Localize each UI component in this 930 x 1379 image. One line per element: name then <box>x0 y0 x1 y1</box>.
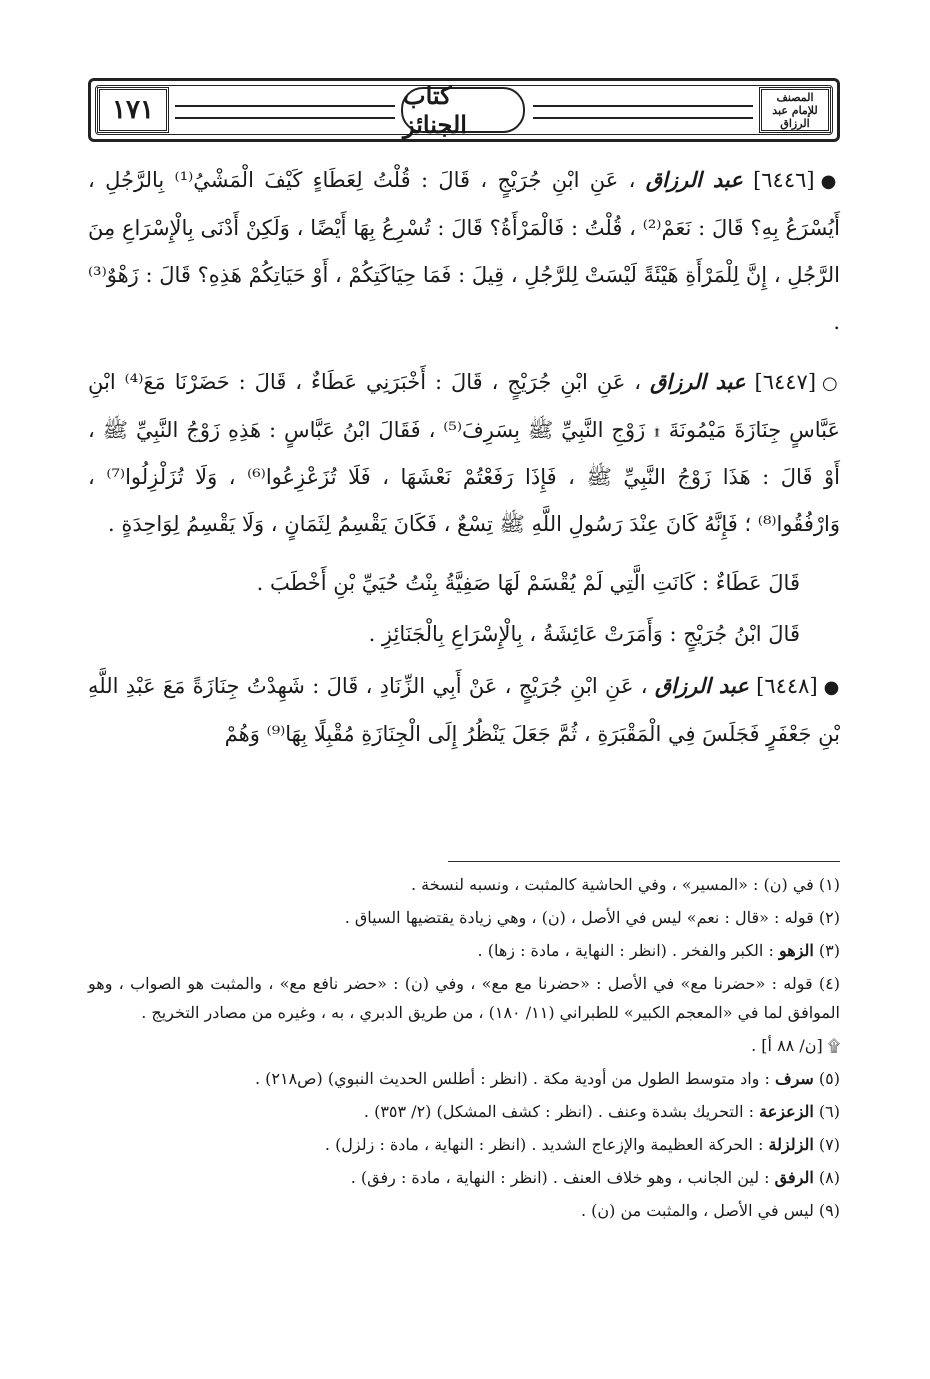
footnote-divider <box>448 861 840 862</box>
footnote-text: : الحركة العظيمة والإزعاج الشديد . (انظر : النهاية ، مادة : زلزل) . <box>324 1135 764 1154</box>
footnote-term: الزهو <box>778 941 814 960</box>
footnote-9 <box>88 1196 840 1225</box>
footnote-text: : لين الجانب ، وهو خلاف العنف . (انظر : النهاية ، مادة : رفق) . <box>350 1168 770 1187</box>
book-logo-box <box>759 87 831 133</box>
footnote-2 <box>88 903 840 932</box>
footnote-text: ليس في الأصل ، والمثبت من (ن) . <box>580 1201 814 1220</box>
hadith-text: ، عَنِ ابْنِ جُرَيْجٍ ، قَالَ : قُلْتُ لِعَطَاءٍ كَيْفَ الْمَشْيُ⁽¹⁾ بِالرَّجُلِ ، أَيُسْرَعُ بِهِ؟ قَالَ : نَعَمْ⁽²⁾ ، قُلْتُ : فَالْمَرْأَةُ؟ قَالَ : تُسْرِعُ بِهَا أَيْضًا ، وَلَكِنْ أَدْنَى بِالْإِسْرَاعِ مِنَ الرَّجُلِ ، إِنَّ لِلْمَرْأَةِ هَيْئَةً لَيْسَتْ لِلرَّجُلِ ، قِيلَ : فَمَا حِيَاكَتِكُمْ ، أَوْ حَيَاتِكُمْ هَذِهِ؟ قَالَ : زَهْوٌ⁽³⁾ . <box>88 168 840 334</box>
footnote-text: : التحريك بشدة وعنف . (انظر : كشف المشكل) (٢/ ٣٥٣) . <box>363 1102 755 1121</box>
chapter-title: كتاب الجنائز <box>403 81 467 139</box>
footnote-text: في (ن) : «المسير» ، وفي الحاشية كالمثبت ، ونسبه لنسخة . <box>410 875 814 894</box>
footnotes <box>88 870 840 1229</box>
hadith-6447 <box>88 358 840 548</box>
hadith-text: ، عَنِ ابْنِ جُرَيْجٍ ، عَنْ أَبِي الزِّنَادِ ، قَالَ : شَهِدْتُ جِنَازَةً مَعَ عَبْدِ اللَّهِ بْنِ جَعْفَرٍ فَجَلَسَ فِي الْمَقْبَرَةِ ، ثُمَّ جَعَلَ يَنْظُرُ إِلَى الْجِنَازَةِ مُقْبِلًا بِهَا⁽⁹⁾ وَهُمْ <box>88 674 840 746</box>
footnote-number: (٩) <box>818 1201 840 1220</box>
footnote-4 <box>88 969 840 1027</box>
manuscript-symbol: ۩ <box>827 1036 840 1055</box>
header-ornament-left <box>175 105 395 119</box>
footnote-5 <box>88 1064 840 1093</box>
footnote-text: : الكبر والفخر . (انظر : النهاية ، مادة : زها) . <box>477 941 774 960</box>
footnote-1 <box>88 870 840 899</box>
page-header <box>88 78 840 142</box>
book-logo: المصنف للإمام عبد الرزاق <box>772 90 818 130</box>
ata-statement: قَالَ عَطَاءٌ : كَانَتِ الَّتِي لَمْ يُقْسَمْ لَهَا صَفِيَّةُ بِنْتُ حُيَيِّ بْنِ أَخْطَبَ . <box>256 571 800 595</box>
footnote-number: (٦) <box>818 1102 840 1121</box>
footnote-number: (٥) <box>818 1069 840 1088</box>
footnote-text: قوله : «قال : نعم» ليس في الأصل ، (ن) ، وهي زيادة يقتضيها السياق . <box>344 908 814 927</box>
footnote-text: [ن/ ٨٨ أ] . <box>751 1036 823 1055</box>
footnote-3 <box>88 936 840 965</box>
hadith-text: ، عَنِ ابْنِ جُرَيْجٍ ، قَالَ : أَخْبَرَنِي عَطَاءٌ ، قَالَ : حَضَرْنَا مَعَ⁽⁴⁾ ابْنِ عَبَّاسٍ جِنَازَةَ مَيْمُونَةَ ۩ زَوْجِ النَّبِيِّ ﷺ بِسَرِفَ⁽⁵⁾ ، فَقَالَ ابْنُ عَبَّاسٍ : هَذِهِ زَوْجُ النَّبِيِّ ﷺ ، أَوْ قَالَ : هَذَا زَوْجُ النَّبِيِّ ﷺ ، فَإِذَا رَفَعْتُمْ نَعْشَهَا ، فَلَا تُزَعْزِعُوا⁽⁶⁾ ، وَلَا تُزَلْزِلُوا⁽⁷⁾ ، وَارْفُقُوا⁽⁸⁾ ؛ فَإِنَّهُ كَانَ عِنْدَ رَسُولِ اللَّهِ ﷺ تِسْعٌ ، فَكَانَ يَقْسِمُ لِثَمَانٍ ، وَلَا يَقْسِمُ لِوَاحِدَةٍ . <box>88 370 840 536</box>
hadith-number: [٦٤٤٨] <box>756 674 818 698</box>
hadith-6448 <box>88 662 840 758</box>
hadith-marker-filled: ● <box>820 171 840 192</box>
narrator-name: عبد الرزاق <box>654 673 749 698</box>
footnote-6 <box>88 1097 840 1126</box>
footnote-term: سرف <box>774 1069 814 1088</box>
footnote-number: (٢) <box>818 908 840 927</box>
footnote-number: (٨) <box>818 1168 840 1187</box>
footnote-text: : واد متوسط الطول من أودية مكة . (انظر : أطلس الحديث النبوي) (ص٢١٨) . <box>254 1069 770 1088</box>
footnote-number: (٣) <box>818 941 840 960</box>
footnote-number: (٧) <box>818 1135 840 1154</box>
page-number-box <box>97 87 169 133</box>
hadith-marker-filled: ● <box>823 677 840 698</box>
hadith-6446 <box>88 156 840 346</box>
narrator-name: عبد الرزاق <box>645 167 743 192</box>
chapter-title-box <box>401 81 525 139</box>
footnote-8 <box>88 1163 840 1192</box>
footnote-7 <box>88 1130 840 1159</box>
footnote-manuscript-ref <box>88 1031 840 1060</box>
hadith-marker-hollow: ○ <box>822 373 840 394</box>
footnote-term: الرفق <box>774 1168 814 1187</box>
ibn-jurayj-statement: قَالَ ابْنُ جُرَيْجٍ : وَأَمَرَتْ عَائِشَةُ ، بِالْإِسْرَاعِ بِالْجَنَائِزِ . <box>368 622 800 646</box>
hadith-number: [٦٤٤٧] <box>754 370 817 394</box>
footnote-term: الزعزعة <box>759 1102 814 1121</box>
hadith-number: [٦٤٤٦] <box>753 168 815 192</box>
footnote-number: (٤) <box>818 974 840 993</box>
footnote-number: (١) <box>818 875 840 894</box>
footnote-term: الزلزلة <box>768 1135 814 1154</box>
main-text <box>88 156 840 770</box>
footnote-text: قوله : «حضرنا مع» في الأصل : «حضرنا مع مع» ، وفي (ن) : «حضر نافع مع» ، والمثبت هو الصواب ، وهو الموافق لما في «المعجم الكبير» للطبراني (١١/ ١٨٠) ، من طريق الدبري ، به ، وغيره من مصادر التخريج . <box>88 974 840 1022</box>
header-ornament-right <box>533 105 753 119</box>
narrator-name: عبد الرزاق <box>650 369 746 394</box>
page-number: ١٧١ <box>112 95 154 125</box>
